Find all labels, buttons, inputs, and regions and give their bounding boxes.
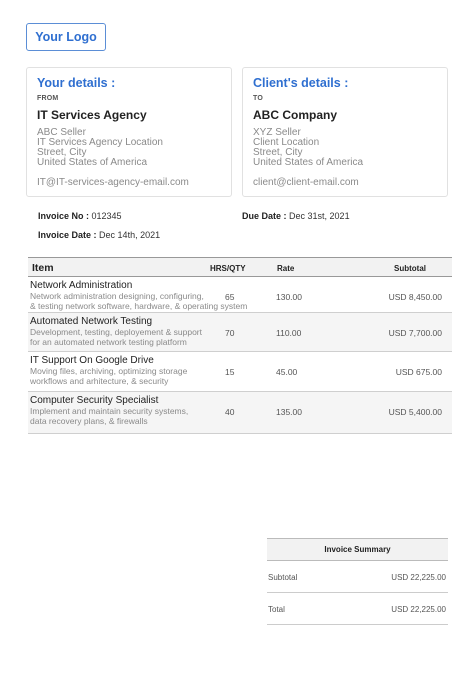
client-details-heading: Client's details :: [253, 76, 349, 90]
from-label: FROM: [37, 95, 59, 102]
address-line: Street, City: [37, 147, 87, 158]
description-line: for an automated network testing platform: [30, 336, 187, 347]
description-line: Implement and maintain security systems,: [30, 406, 189, 416]
summary-total-row: [267, 593, 448, 625]
client-email: client@client-email.com: [253, 177, 359, 188]
item-hrs: 40: [225, 407, 235, 417]
address-line: Client Location: [253, 137, 320, 148]
sender-address: [37, 128, 221, 168]
item-name: Network Administration: [30, 280, 133, 291]
address-line: United States of America: [37, 157, 148, 168]
client-address: [253, 128, 437, 168]
sender-email: IT@IT-services-agency-email.com: [37, 177, 189, 188]
table-row: [28, 313, 452, 352]
description-line: data recovery plans, & firewalls: [30, 415, 148, 426]
summary-subtotal-row: [267, 561, 448, 593]
address-line: IT Services Agency Location: [37, 137, 163, 148]
description-line: workflows and arhitecture, & security: [30, 375, 169, 386]
item-rate: 110.00: [276, 328, 302, 338]
item-subtotal: USD 7,700.00: [388, 328, 442, 338]
summary-total-value: USD 22,225.00: [391, 605, 446, 614]
table-header: [28, 257, 452, 277]
due-date-label: Due Date :: [242, 211, 287, 221]
logo-placeholder: Your Logo: [26, 23, 106, 51]
item-rate: 130.00: [276, 292, 302, 302]
summary-title: Invoice Summary: [267, 538, 448, 561]
to-label: TO: [253, 95, 263, 102]
invoice-number-label: Invoice No :: [38, 211, 90, 221]
header-rate: Rate: [277, 264, 295, 273]
item-name: IT Support On Google Drive: [30, 355, 154, 366]
item-hrs: 70: [225, 328, 235, 338]
item-name: Computer Security Specialist: [30, 395, 159, 406]
summary-subtotal-value: USD 22,225.00: [391, 573, 446, 582]
your-details-card: [26, 67, 232, 197]
header-item: Item: [32, 262, 54, 274]
summary-total-label: Total: [268, 605, 285, 614]
summary-subtotal-label: Subtotal: [268, 573, 298, 582]
invoice-number-value: 012345: [91, 211, 122, 221]
item-rate: 45.00: [276, 367, 298, 377]
description-line: Development, testing, deployement & support: [30, 327, 202, 337]
address-line: Street, City: [253, 147, 303, 158]
item-description: [30, 407, 280, 426]
table-body: [28, 277, 452, 434]
table-row: [28, 277, 452, 313]
item-subtotal: USD 675.00: [395, 367, 442, 377]
table-row: [28, 392, 452, 434]
header-hrs-qty: HRS/QTY: [210, 264, 246, 273]
item-subtotal: USD 8,450.00: [388, 292, 442, 302]
invoice-date-label: Invoice Date :: [38, 230, 97, 240]
due-date: [242, 211, 350, 221]
table-row: [28, 352, 452, 392]
description-line: Network administration designing, configuring,: [30, 291, 204, 301]
item-rate: 135.00: [276, 407, 302, 417]
address-line: United States of America: [253, 157, 364, 168]
sender-company: IT Services Agency: [37, 108, 147, 122]
address-line: ABC Seller: [37, 127, 86, 138]
item-description: [30, 292, 280, 311]
item-hrs: 15: [225, 367, 235, 377]
invoice-date-value: Dec 14th, 2021: [99, 230, 161, 240]
invoice-summary: [267, 538, 448, 625]
client-company: ABC Company: [253, 108, 338, 122]
your-details-heading: Your details :: [37, 76, 116, 90]
item-hrs: 65: [225, 292, 235, 302]
item-description: [30, 328, 280, 347]
item-subtotal: USD 5,400.00: [388, 407, 442, 417]
address-line: XYZ Seller: [253, 127, 301, 138]
invoice-number: [38, 211, 122, 221]
item-name: Automated Network Testing: [30, 316, 153, 327]
line-items-table: [28, 257, 452, 434]
item-description: [30, 367, 280, 386]
invoice-date: [38, 230, 160, 240]
client-details-card: [242, 67, 448, 197]
due-date-value: Dec 31st, 2021: [289, 211, 350, 221]
description-line: Moving files, archiving, optimizing storage: [30, 366, 188, 376]
header-subtotal: Subtotal: [394, 264, 426, 273]
description-line: & testing network software, hardware, & operating system: [30, 300, 248, 311]
